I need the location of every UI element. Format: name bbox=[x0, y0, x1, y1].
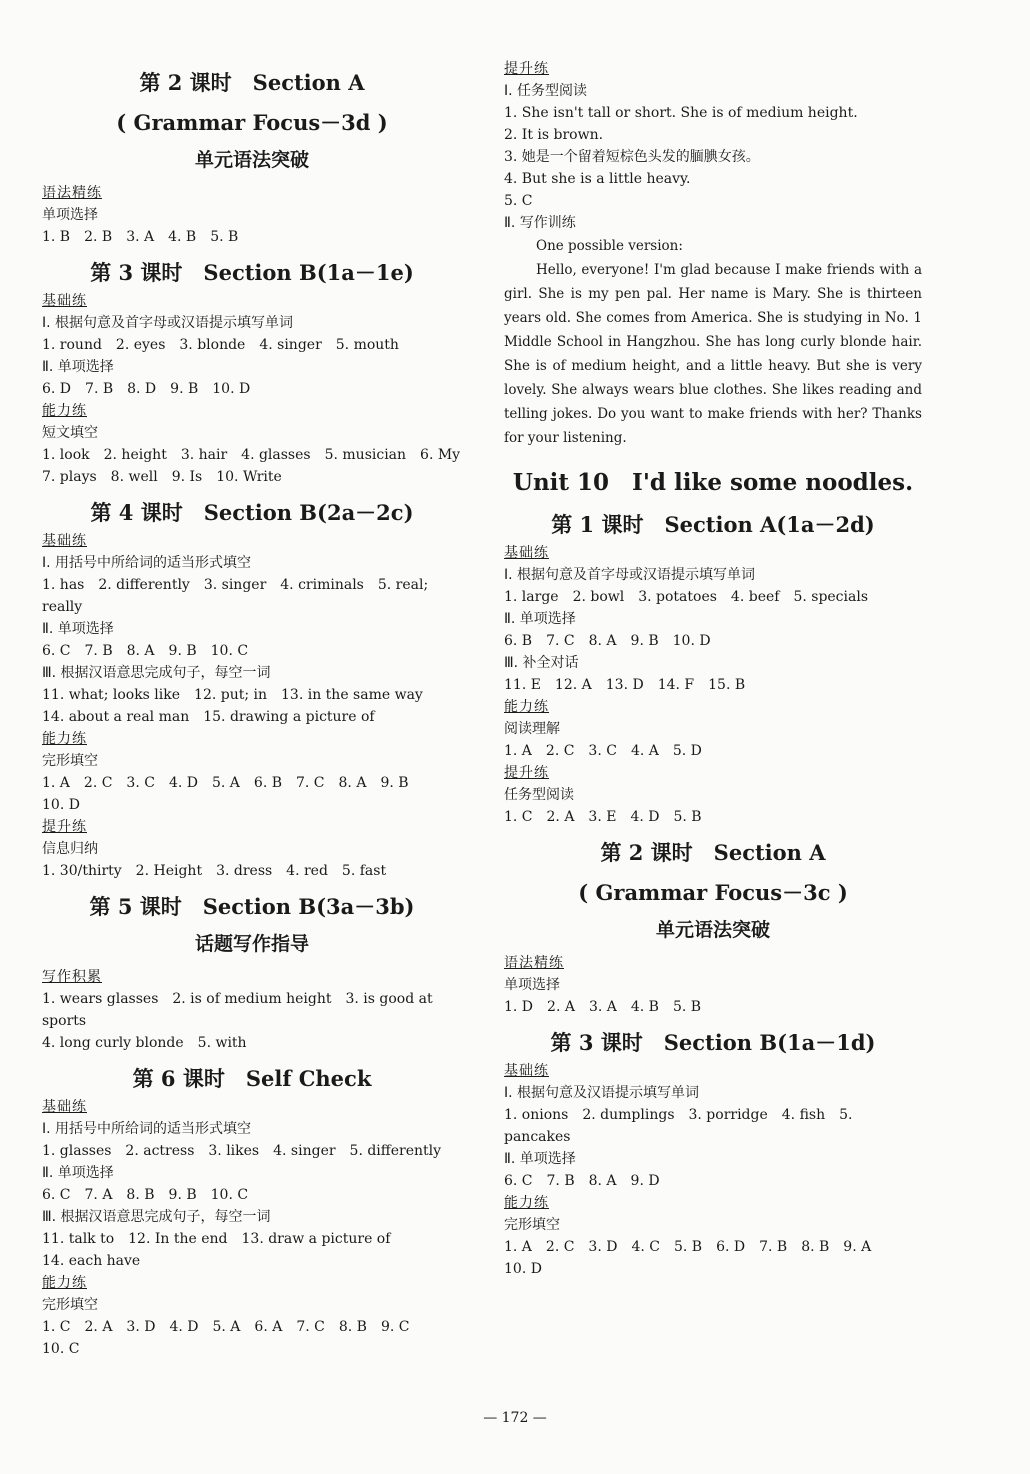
exercise-label: Ⅰ. 根据句意及首字母或汉语提示填写单词 bbox=[42, 315, 294, 331]
category-label: 语法精练 bbox=[504, 955, 564, 971]
lesson-title: 第 3 课时 Section B(1a－1d) bbox=[550, 1030, 876, 1055]
exercise-label: 完形填空 bbox=[42, 1297, 98, 1313]
answer-line: 4. long curly blonde 5. with bbox=[42, 1035, 247, 1051]
category-label: 写作积累 bbox=[42, 969, 102, 985]
answer-line: 1. A 2. C 3. C 4. D 5. A 6. B 7. C 8. A 9. B bbox=[42, 775, 409, 791]
answer-line: 1. glasses 2. actress 3. likes 4. singer 5. differently bbox=[42, 1143, 442, 1159]
answer-line: 5. C bbox=[504, 193, 533, 209]
lesson-title: 第 6 课时 Self Check bbox=[132, 1066, 372, 1091]
exercise-label: Ⅲ. 根据汉语意思完成句子，每空一词 bbox=[42, 665, 271, 681]
essay-intro: One possible version: bbox=[536, 238, 683, 254]
exercise-label: 任务型阅读 bbox=[504, 787, 574, 803]
category-label: 能力练 bbox=[504, 699, 549, 715]
exercise-label: 完形填空 bbox=[42, 753, 98, 769]
exercise-label: Ⅰ. 根据句意及首字母或汉语提示填写单词 bbox=[504, 567, 756, 583]
exercise-label: Ⅰ. 用括号中所给词的适当形式填空 bbox=[42, 1121, 252, 1137]
section-heading: 单元语法突破 bbox=[655, 919, 770, 941]
answer-line: 7. plays 8. well 9. Is 10. Write bbox=[42, 469, 282, 485]
answer-line: 11. E 12. A 13. D 14. F 15. B bbox=[504, 677, 746, 693]
exercise-label: Ⅱ. 单项选择 bbox=[504, 611, 576, 627]
exercise-label: Ⅱ. 单项选择 bbox=[42, 359, 114, 375]
lesson-title: 第 1 课时 Section A(1a－2d) bbox=[551, 512, 875, 537]
lesson-title: 第 2 课时 Section A bbox=[600, 840, 826, 865]
answer-line: 2. It is brown. bbox=[504, 127, 604, 143]
category-label: 基础练 bbox=[504, 545, 549, 561]
exercise-label: Ⅱ. 单项选择 bbox=[42, 621, 114, 637]
answer-line: 11. talk to 12. In the end 13. draw a picture of bbox=[42, 1231, 391, 1247]
answer-line: 1. She isn't tall or short. She is of medium height. bbox=[504, 105, 858, 121]
exercise-label: Ⅰ. 根据句意及汉语提示填写单词 bbox=[504, 1085, 700, 1101]
answer-line: 14. each have bbox=[42, 1253, 141, 1269]
section-heading: 单元语法突破 bbox=[194, 149, 309, 171]
answer-line: 3. 她是一个留着短棕色头发的腼腆女孩。 bbox=[504, 149, 760, 165]
answer-line: 1. A 2. C 3. D 4. C 5. B 6. D 7. B 8. B 9. A bbox=[504, 1239, 872, 1255]
answer-line: 1. round 2. eyes 3. blonde 4. singer 5. mouth bbox=[42, 337, 399, 353]
lesson-title: 第 2 课时 Section A bbox=[139, 70, 365, 95]
category-label: 能力练 bbox=[42, 403, 87, 419]
lesson-title: 第 3 课时 Section B(1a－1e) bbox=[90, 260, 414, 285]
exercise-label: 单项选择 bbox=[504, 977, 560, 993]
exercise-label: Ⅰ. 任务型阅读 bbox=[504, 83, 588, 99]
exercise-label: 阅读理解 bbox=[504, 721, 560, 737]
category-label: 语法精练 bbox=[42, 185, 102, 201]
category-label: 能力练 bbox=[42, 731, 87, 747]
answer-line: 1. A 2. C 3. C 4. A 5. D bbox=[504, 743, 702, 759]
answer-line: 1. C 2. A 3. E 4. D 5. B bbox=[504, 809, 702, 825]
answer-line: 1. look 2. height 3. hair 4. glasses 5. musician 6. My bbox=[42, 447, 461, 463]
page-number: — 172 — bbox=[483, 1410, 547, 1426]
lesson-title: 第 5 课时 Section B(3a－3b) bbox=[89, 894, 415, 919]
answer-line: 6. D 7. B 8. D 9. B 10. D bbox=[42, 381, 251, 397]
answer-line: 1. B 2. B 3. A 4. B 5. B bbox=[42, 229, 239, 245]
answer-line: 1. wears glasses 2. is of medium height 3. is good at sports bbox=[42, 991, 438, 1029]
answer-line: 6. C 7. B 8. A 9. B 10. C bbox=[42, 643, 249, 659]
category-label: 基础练 bbox=[42, 533, 87, 549]
category-label: 能力练 bbox=[504, 1195, 549, 1211]
section-heading: 话题写作指导 bbox=[194, 933, 309, 955]
unit-title: Unit 10 I'd like some noodles. bbox=[512, 469, 914, 496]
category-label: 提升练 bbox=[504, 765, 549, 781]
right-column bbox=[504, 58, 922, 1280]
answer-line: 6. C 7. B 8. A 9. D bbox=[504, 1173, 660, 1189]
answer-line: 1. onions 2. dumplings 3. porridge 4. fish 5. pancakes bbox=[504, 1107, 857, 1145]
exercise-label: 完形填空 bbox=[504, 1217, 560, 1233]
answer-line: 11. what; looks like 12. put; in 13. in the same way bbox=[42, 687, 423, 703]
left-column bbox=[42, 58, 462, 1360]
lesson-title: 第 4 课时 Section B(2a－2c) bbox=[90, 500, 414, 525]
exercise-label: 信息归纳 bbox=[42, 841, 98, 857]
answer-line: 14. about a real man 15. drawing a picture of bbox=[42, 709, 375, 725]
answer-line: 6. C 7. A 8. B 9. B 10. C bbox=[42, 1187, 249, 1203]
answer-line: 10. D bbox=[42, 797, 80, 813]
exercise-label: Ⅱ. 单项选择 bbox=[504, 1151, 576, 1167]
answer-line: 1. D 2. A 3. A 4. B 5. B bbox=[504, 999, 702, 1015]
exercise-label: Ⅰ. 用括号中所给词的适当形式填空 bbox=[42, 555, 252, 571]
lesson-subtitle: ( Grammar Focus－3c ) bbox=[578, 880, 848, 905]
exercise-label: 短文填空 bbox=[42, 425, 98, 441]
exercise-label: 单项选择 bbox=[42, 207, 98, 223]
category-label: 基础练 bbox=[42, 1099, 87, 1115]
answer-line: 6. B 7. C 8. A 9. B 10. D bbox=[504, 633, 711, 649]
answer-line: 10. C bbox=[42, 1341, 80, 1357]
answer-line: 1. C 2. A 3. D 4. D 5. A 6. A 7. C 8. B 9. C bbox=[42, 1319, 410, 1335]
essay-body: Hello, everyone! I'm glad because I make friends with a girl. She is my pen pal. Her name is Mary. She is thirteen years old. She comes from America. She is studying in No. 1 Middle School in Hangzhou. She has long curly blonde hair. She is of medium height, and a little heavy. But she is very lovely. She always wears blue clothes. She likes reading and telling jokes. Do you want to make friends with her? Thanks for your listening. bbox=[504, 262, 922, 446]
exercise-label: Ⅲ. 根据汉语意思完成句子，每空一词 bbox=[42, 1209, 271, 1225]
exercise-label: Ⅱ. 写作训练 bbox=[504, 215, 576, 231]
category-label: 基础练 bbox=[504, 1063, 549, 1079]
answer-line: 10. D bbox=[504, 1261, 542, 1277]
category-label: 能力练 bbox=[42, 1275, 87, 1291]
category-label: 基础练 bbox=[42, 293, 87, 309]
answer-line: 1. large 2. bowl 3. potatoes 4. beef 5. specials bbox=[504, 589, 869, 605]
exercise-label: Ⅱ. 单项选择 bbox=[42, 1165, 114, 1181]
category-label: 提升练 bbox=[504, 61, 549, 77]
answer-line: 4. But she is a little heavy. bbox=[504, 171, 691, 187]
answer-line: 1. has 2. differently 3. singer 4. criminals 5. real; really bbox=[42, 577, 433, 615]
answer-line: 1. 30/thirty 2. Height 3. dress 4. red 5. fast bbox=[42, 863, 387, 879]
category-label: 提升练 bbox=[42, 819, 87, 835]
exercise-label: Ⅲ. 补全对话 bbox=[504, 655, 579, 671]
lesson-subtitle: ( Grammar Focus－3d ) bbox=[116, 110, 388, 135]
